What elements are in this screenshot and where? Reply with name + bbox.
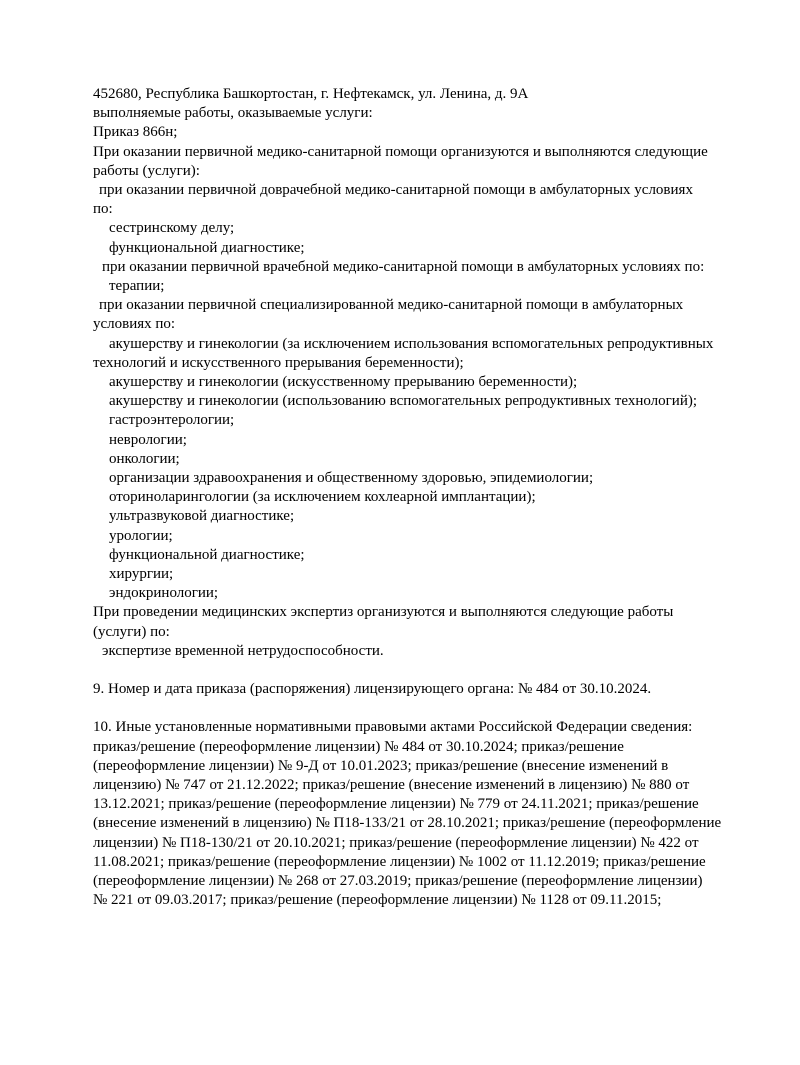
list-item: онкологии; <box>109 450 180 467</box>
list-item: экспертизе временной нетрудоспособности. <box>102 642 384 659</box>
list-item: функциональной диагностике; <box>109 546 305 563</box>
paragraph-spacer <box>93 699 773 718</box>
list-item: хирургии; <box>109 566 174 583</box>
expertise-list <box>93 642 773 661</box>
section-9-order-number: 9. Номер и дата приказа (распоряжения) лицензирующего органа: № 484 от 30.10.2024. <box>93 681 652 698</box>
address-line: 452680, Республика Башкортостан, г. Нефтекамск, ул. Ленина, д. 9А <box>93 86 529 102</box>
primary-care-intro-line-1: При оказании первичной медико-санитарной помощи организуются и выполняются следующие <box>93 143 708 160</box>
section-10-line: приказ/решение (переоформление лицензии) № 484 от 30.10.2024; приказ/решение <box>93 738 624 755</box>
specialized-care-heading-line-1: при оказании первичной специализированной медико-санитарной помощи в амбулаторных <box>99 297 684 314</box>
paragraph-spacer <box>93 661 773 680</box>
list-item: гастроэнтерологии; <box>109 412 235 429</box>
list-item: ультразвуковой диагностике; <box>109 508 295 525</box>
list-item: функциональной диагностике; <box>109 239 305 256</box>
list-item: организации здравоохранения и общественному здоровью, эпидемиологии; <box>109 470 594 487</box>
list-item: акушерству и гинекологии (за исключением использования вспомогательных репродуктивных <box>109 335 714 352</box>
expertise-heading-line-1: При проведении медицинских экспертиз организуются и выполняются следующие работы <box>93 604 674 621</box>
section-10-line: (переоформление лицензии) № 9-Д от 10.01.2023; приказ/решение (внесение изменений в <box>93 757 669 774</box>
list-item: акушерству и гинекологии (искусственному прерыванию беременности); <box>109 374 578 391</box>
license-document-page <box>93 85 773 910</box>
list-item: неврологии; <box>109 431 187 448</box>
works-heading: выполняемые работы, оказываемые услуги: <box>93 105 373 122</box>
specialized-care-heading-line-2: условиях по: <box>93 316 176 333</box>
predoctor-care-list <box>93 219 773 257</box>
predoctor-care-heading-line-1: при оказании первичной доврачебной медико-санитарной помощи в амбулаторных условиях <box>99 182 693 199</box>
section-10-other-info <box>93 718 773 910</box>
list-item: оториноларингологии (за исключением кохлеарной имплантации); <box>109 489 536 506</box>
section-10-line: лицензии) № П18-130/21 от 20.10.2021; приказ/решение (переоформление лицензии) № 422 от <box>93 834 699 851</box>
list-item: урологии; <box>109 527 173 544</box>
section-10-line: № 221 от 09.03.2017; приказ/решение (переоформление лицензии) № 1128 от 09.11.2015; <box>93 892 662 909</box>
list-item: эндокринологии; <box>109 585 219 602</box>
section-10-line: 11.08.2021; приказ/решение (переоформление лицензии) № 1002 от 11.12.2019; приказ/решение <box>93 853 706 870</box>
list-item: акушерству и гинекологии (использованию вспомогательных репродуктивных технологий); <box>109 393 698 410</box>
order-title: Приказ 866н; <box>93 124 178 141</box>
expertise-heading-line-2: (услуги) по: <box>93 623 170 640</box>
section-10-line: 10. Иные установленные нормативными правовыми актами Российской Федерации сведения: <box>93 719 693 736</box>
doctor-care-heading: при оказании первичной врачебной медико-санитарной помощи в амбулаторных условиях по: <box>102 258 705 275</box>
predoctor-care-heading-line-2: по: <box>93 201 113 218</box>
list-item-continuation: технологий и искусственного прерывания беременности); <box>93 354 464 371</box>
list-item: сестринскому делу; <box>109 220 235 237</box>
section-10-line: (переоформление лицензии) № 268 от 27.03.2019; приказ/решение (переоформление лицензии) <box>93 872 703 889</box>
doctor-care-list <box>93 277 773 296</box>
section-10-line: лицензию) № 747 от 21.12.2022; приказ/решение (внесение изменений в лицензию) № 880 от <box>93 776 690 793</box>
section-10-line: 13.12.2021; приказ/решение (переоформление лицензии) № 779 от 24.11.2021; приказ/решение <box>93 796 699 813</box>
section-10-line: (внесение изменений в лицензию) № П18-133/21 от 28.10.2021; приказ/решение (переоформление <box>93 815 722 832</box>
specialized-care-list <box>93 335 773 604</box>
list-item: терапии; <box>109 278 165 295</box>
primary-care-intro-line-2: работы (услуги): <box>93 162 200 179</box>
